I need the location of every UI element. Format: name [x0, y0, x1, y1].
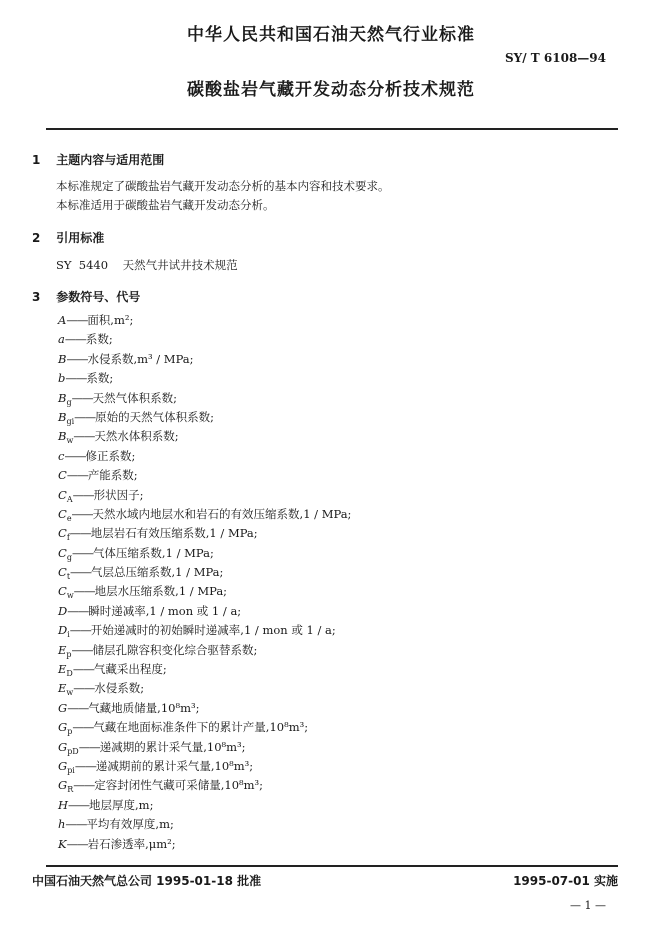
section-2-heading [32, 229, 104, 246]
symbol-dash: —— [78, 739, 100, 754]
section-1-paragraph-1: 本标准规定了碳酸盐岩气藏开发动态分析的基本内容和技术要求。 [56, 179, 390, 193]
symbol-dash: —— [70, 565, 92, 580]
symbol-dash: —— [71, 642, 93, 657]
symbol-description: 递减期的累计采气量,10⁸m³; [99, 739, 246, 754]
symbol-subscript: g [66, 397, 72, 407]
industry-standard-title: 中华人民共和国石油天然气行业标准 [187, 25, 475, 45]
symbol-entry [58, 776, 351, 795]
section-title: 参数符号、代号 [56, 290, 141, 304]
symbol-letter: b [58, 371, 66, 386]
symbol-letter: C [58, 506, 67, 521]
symbol-letter: B [58, 429, 67, 444]
symbol-description: 原始的天然气体积系数; [95, 409, 215, 424]
symbol-description: 定容封闭性气藏可采储量,10⁸m³; [94, 778, 264, 793]
symbol-letter: E [58, 681, 67, 696]
symbol-description: 地层岩石有效压缩系数,1 / MPa; [90, 526, 258, 541]
symbol-entry [58, 311, 351, 330]
symbol-entry [58, 796, 351, 815]
symbol-letter: H [58, 797, 69, 812]
section-number: 3 [32, 290, 41, 304]
symbol-dash: —— [64, 448, 86, 463]
symbol-entry [58, 447, 351, 466]
symbol-subscript: gi [66, 416, 75, 426]
symbol-letter: G [58, 700, 68, 715]
symbol-entry [58, 466, 351, 485]
symbol-description: 产能系数; [87, 468, 138, 483]
symbol-dash: —— [72, 720, 94, 735]
symbol-subscript: w [66, 591, 74, 601]
approval-line: 中国石油天然气总公司 1995-01-18 批准 [32, 874, 262, 888]
symbol-entry [58, 679, 351, 698]
symbol-description: 开始递减时的初始瞬时递减率,1 / mon 或 1 / a; [90, 623, 336, 638]
symbol-list [58, 311, 351, 854]
symbol-description: 地层水压缩系数,1 / MPa; [94, 584, 228, 599]
symbol-description: 气藏采出程度; [93, 662, 167, 677]
symbol-dash: —— [72, 487, 94, 502]
symbol-letter: c [58, 448, 65, 463]
symbol-letter: K [58, 836, 67, 851]
symbol-entry [58, 641, 351, 660]
symbol-entry [58, 486, 351, 505]
symbol-letter: C [58, 584, 67, 599]
symbol-letter: a [58, 332, 65, 347]
symbol-description: 地层厚度,m; [89, 797, 154, 812]
symbol-entry [58, 660, 351, 679]
symbol-subscript: p [66, 649, 72, 659]
symbol-entry [58, 369, 351, 388]
symbol-letter: G [58, 778, 68, 793]
symbol-subscript: pi [67, 765, 75, 775]
section-3-heading [32, 288, 140, 305]
symbol-subscript: g [66, 552, 72, 562]
symbol-dash: —— [73, 681, 95, 696]
symbol-dash: —— [66, 313, 88, 327]
symbol-dash: —— [67, 603, 89, 618]
symbol-entry [58, 621, 351, 640]
symbol-entry [58, 718, 351, 737]
symbol-letter: B [58, 390, 67, 405]
symbol-entry [58, 524, 351, 543]
symbol-entry [58, 389, 351, 408]
symbol-letter: B [58, 351, 67, 366]
symbol-entry [58, 563, 351, 582]
symbol-dash: —— [71, 545, 93, 560]
symbol-dash: —— [68, 797, 90, 812]
symbol-entry [58, 330, 351, 349]
symbol-description: 气藏在地面标准条件下的累计产量,10⁸m³; [93, 720, 309, 735]
symbol-description: 水侵系数; [94, 681, 145, 696]
symbol-description: 岩石渗透率,μm²; [87, 836, 176, 851]
symbol-description: 面积,m²; [87, 313, 134, 327]
symbol-letter: C [58, 526, 67, 541]
symbol-letter: G [58, 758, 68, 773]
symbol-entry [58, 544, 351, 563]
symbol-description: 平均有效厚度,m; [86, 817, 174, 832]
symbol-dash: —— [69, 526, 91, 541]
symbol-letter: C [58, 487, 67, 502]
symbol-description: 系数; [86, 371, 114, 386]
symbol-description: 系数; [85, 332, 113, 347]
symbol-subscript: pD [67, 746, 79, 756]
symbol-subscript: p [67, 727, 73, 737]
symbol-entry [58, 602, 351, 621]
symbol-description: 储层孔隙容积变化综合驱替系数; [92, 642, 258, 657]
symbol-letter: G [58, 739, 68, 754]
symbol-dash: —— [71, 390, 93, 405]
symbol-entry [58, 505, 351, 524]
symbol-description: 递减期前的累计采气量,10⁸m³; [95, 758, 254, 773]
symbol-description: 瞬时递减率,1 / mon 或 1 / a; [88, 603, 242, 618]
symbol-dash: —— [72, 662, 94, 677]
symbol-dash: —— [74, 409, 96, 424]
symbol-description: 天然气体积系数; [92, 390, 177, 405]
section-number: 1 [32, 153, 41, 167]
symbol-description: 天然水域内地层水和岩石的有效压缩系数,1 / MPa; [92, 506, 352, 521]
section-1-heading [32, 151, 164, 168]
symbol-entry [58, 757, 351, 776]
symbol-description: 形状因子; [93, 487, 144, 502]
symbol-dash: —— [66, 468, 88, 483]
symbol-dash: —— [73, 778, 95, 793]
symbol-entry [58, 408, 351, 427]
symbol-subscript: A [66, 494, 73, 504]
symbol-letter: B [58, 409, 67, 424]
symbol-entry [58, 835, 351, 854]
symbol-description: 气层总压缩系数,1 / MPa; [91, 565, 224, 580]
effective-date: 1995-07-01 实施 [513, 874, 618, 888]
footer-rule [46, 865, 618, 867]
symbol-description: 天然水体积系数; [94, 429, 179, 444]
symbol-dash: —— [71, 506, 93, 521]
symbol-subscript: w [66, 688, 74, 698]
section-title: 引用标准 [56, 231, 105, 245]
symbol-dash: —— [67, 700, 89, 715]
symbol-letter: E [58, 662, 67, 677]
symbol-dash: —— [69, 623, 91, 638]
symbol-letter: C [58, 565, 67, 580]
section-number: 2 [32, 231, 41, 245]
symbol-dash: —— [66, 351, 88, 366]
symbol-dash: —— [66, 836, 88, 851]
page-number: — 1 — [570, 899, 606, 912]
symbol-letter: C [58, 468, 67, 483]
symbol-letter: D [58, 603, 68, 618]
symbol-subscript: R [67, 785, 74, 795]
symbol-entry [58, 350, 351, 369]
symbol-description: 水侵系数,m³ / MPa; [87, 351, 194, 366]
symbol-dash: —— [73, 429, 95, 444]
symbol-entry [58, 582, 351, 601]
symbol-description: 气藏地质储量,10⁸m³; [88, 700, 200, 715]
section-1-paragraph-2: 本标准适用于碳酸盐岩气藏开发动态分析。 [56, 198, 275, 212]
symbol-subscript: e [66, 513, 72, 523]
symbol-entry [58, 699, 351, 718]
symbol-entry [58, 815, 351, 834]
symbol-subscript: t [66, 572, 71, 582]
symbol-dash: —— [65, 817, 87, 832]
referenced-standard: SY 5440 天然气井试井技术规范 [56, 258, 238, 272]
symbol-letter: E [58, 642, 67, 657]
symbol-letter: C [58, 545, 67, 560]
symbol-letter: G [58, 720, 68, 735]
symbol-subscript: i [67, 630, 70, 640]
section-title: 主题内容与适用范围 [56, 153, 165, 167]
symbol-entry [58, 427, 351, 446]
symbol-entry [58, 738, 351, 757]
symbol-letter: h [58, 817, 66, 832]
symbol-description: 修正系数; [85, 448, 136, 463]
symbol-letter: A [58, 313, 67, 327]
header-rule [46, 128, 618, 130]
document-title: 碳酸盐岩气藏开发动态分析技术规范 [187, 80, 475, 100]
symbol-subscript: D [66, 669, 73, 679]
symbol-letter: D [58, 623, 68, 638]
symbol-dash: —— [74, 758, 96, 773]
symbol-description: 气体压缩系数,1 / MPa; [92, 545, 214, 560]
symbol-dash: —— [64, 332, 86, 347]
symbol-dash: —— [65, 371, 87, 386]
symbol-subscript: w [66, 436, 74, 446]
symbol-subscript: f [66, 533, 70, 543]
standard-code: SY/ T 6108—94 [505, 51, 606, 65]
symbol-dash: —— [73, 584, 95, 599]
